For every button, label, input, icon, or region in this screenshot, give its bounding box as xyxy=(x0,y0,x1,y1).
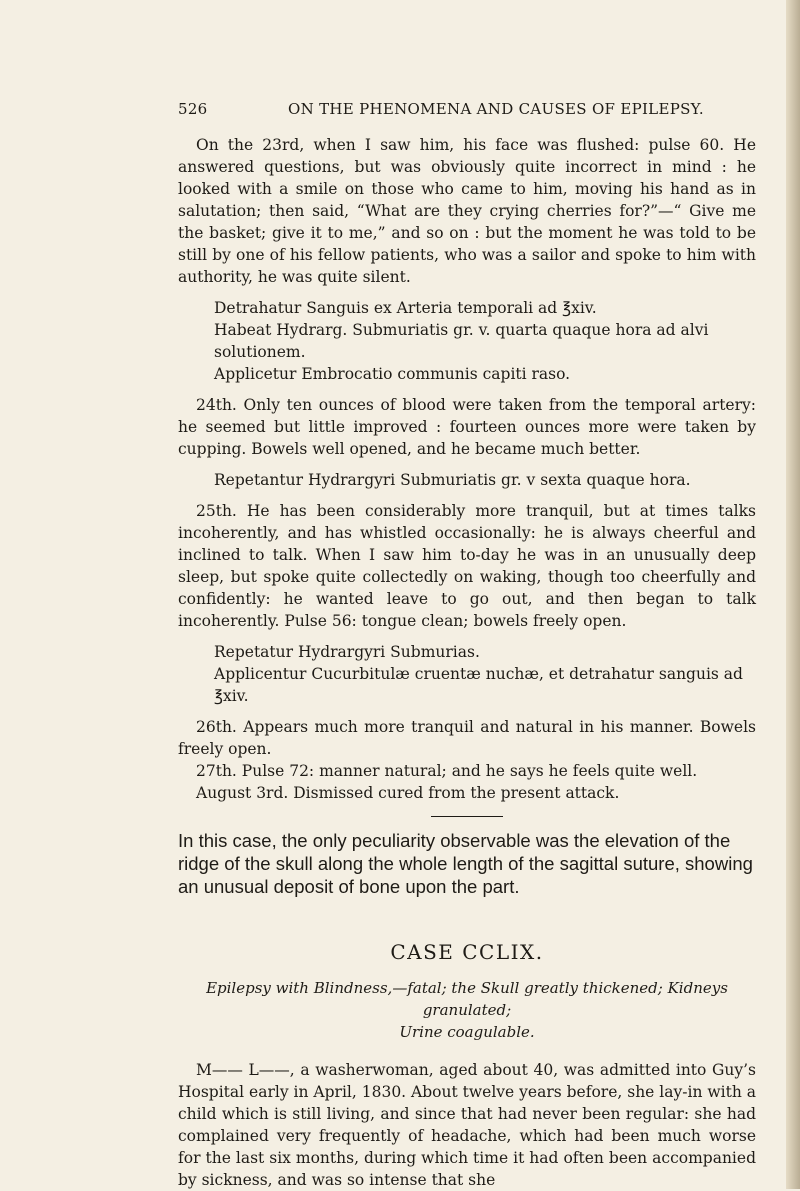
prescription-line: Repetatur Hydrargyri Submurias. xyxy=(214,643,480,661)
paragraph-26th: 26th. Appears much more tranquil and natural in his manner. Bowels freely open. xyxy=(178,718,756,758)
paragraph-24th: 24th. Only ten ounces of blood were taken from the temporal artery: he seemed but little improved : fourteen ounces more were taken by cupping. Bowels well opened, and he became much better. xyxy=(178,396,756,458)
page-number: 526 xyxy=(178,100,208,118)
paragraph-august-3rd: August 3rd. Dismissed cured from the present attack. xyxy=(196,784,620,802)
prescription-2 xyxy=(178,469,756,491)
page-edge xyxy=(786,0,800,1189)
case-subtitle-line-1: Epilepsy with Blindness,—fatal; the Skull greatly thickened; Kidneys granulated; xyxy=(206,979,728,1019)
prescription-3 xyxy=(178,641,756,707)
prescription-line: Habeat Hydrarg. Submuriatis gr. v. quarta quaque hora ad alvi solutionem. xyxy=(214,321,709,361)
prescription-line: Applicetur Embrocatio communis capiti raso. xyxy=(214,365,571,383)
case-body-paragraph: M—— L——, a washerwoman, aged about 40, was admitted into Guy’s Hospital early in April, 1830. About twelve years before, she lay-in with a child which is still living, and since that had never been regular: she had complained very frequently of headache, which had been much worse for the last six months, during which time it had often been accompanied by sickness, and was so intense that she xyxy=(178,1061,756,1189)
section-divider xyxy=(431,816,503,817)
running-title: ON THE PHENOMENA AND CAUSES OF EPILEPSY. xyxy=(288,100,705,118)
prescription-line: Detrahatur Sanguis ex Arteria temporali ad ℥xiv. xyxy=(214,299,597,317)
case-subtitle xyxy=(178,977,756,1043)
paragraph-23rd: On the 23rd, when I saw him, his face was flushed: pulse 60. He answered questions, but was obviously quite incorrect in mind : he looked with a smile on those who came to him, moving his hand as in salutation; then said, “What are they crying cherries for?”—“ Give me the basket; give it to me,” and so on : but the moment he was told to be still by one of his fellow patients, who was a sailor and spoke to him with authority, he was quite silent. xyxy=(178,136,756,286)
running-header xyxy=(178,100,756,124)
annotation-note: In this case, the only peculiarity observable was the elevation of the ridge of the skull along the whole length of the sagittal suture, showing an unusual deposit of bone upon the part. xyxy=(178,830,753,897)
case-subtitle-line-2: Urine coagulable. xyxy=(399,1023,535,1041)
paragraph-27th: 27th. Pulse 72: manner natural; and he says he feels quite well. xyxy=(196,762,698,780)
page-content xyxy=(178,100,756,1191)
paragraph-25th: 25th. He has been considerably more tranquil, but at times talks incoherently, and has whistled occasionally: he is always cheerful and inclined to talk. When I saw him to-day he was in an unusually deep sleep, but spoke quite collectedly on waking, though too cheerfully and confidently: he wanted leave to go out, and then began to talk incoherently. Pulse 56: tongue clean; bowels freely open. xyxy=(178,502,756,630)
case-heading: CASE CCLIX. xyxy=(390,940,544,964)
prescription-line: Applicentur Cucurbitulæ cruentæ nuchæ, et detrahatur sanguis ad ℥xiv. xyxy=(214,665,743,705)
prescription-1 xyxy=(178,297,756,385)
prescription-line: Repetantur Hydrargyri Submuriatis gr. v sexta quaque hora. xyxy=(214,471,691,489)
